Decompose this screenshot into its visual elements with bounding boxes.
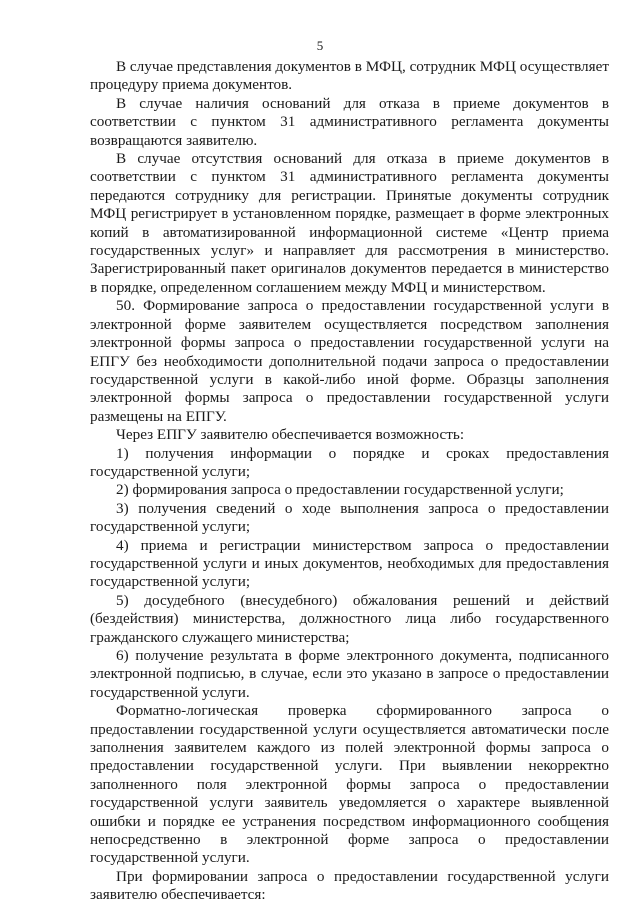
document-body [90,58,609,905]
list-item-4: 4) приема и регистрации министерством запроса о предоставлении государственной услуги и иных документов, необходимых для предоставления государственной услуги; [90,536,609,591]
paragraph-mfc-reception: В случае представления документов в МФЦ, сотрудник МФЦ осуществляет процедуру приема документов. [90,58,609,94]
list-item-3: 3) получения сведений о ходе выполнения запроса о предоставлении государственной услуги; [90,499,609,536]
page-number: 5 [316,38,324,53]
list-item-2: 2) формирования запроса о предоставлении государственной услуги; [116,481,564,499]
list-item-6: 6) получение результата в форме электронного документа, подписанного электронной подписью, в случае, если это указано в запросе о предоставлении государственной услуги. [90,647,609,701]
paragraph-item-50: 50. Формирование запроса о предоставлении государственной услуги в электронной форме заявителем осуществляется посредством заполнения электронной формы запроса о предоставлении государственной услуги на ЕПГУ без необходимости дополнительной подачи запроса о предоставлении государственной услуги в какой-либо иной форме. Образцы заполнения электронной формы запроса о предоставлении государственной услуги размещены на ЕПГУ. [90,297,609,425]
paragraph-refusal-return: В случае наличия оснований для отказа в приеме документов в соответствии с пунктом 31 административного регламента документы возвращаются заявителю. [90,94,609,149]
list-item-5: 5) досудебного (внесудебного) обжалования решений и действий (бездействия) министерства, должностного лица либо государственного гражданского служащего министерства; [90,591,609,646]
list-item-1: 1) получения информации о порядке и сроках предоставления государственной услуги; [90,444,609,480]
paragraph-registration: В случае отсутствия оснований для отказа в приеме документов в соответствии с пунктом 31 административного регламента документы передаются сотруднику для регистрации. Принятые документы сотрудник МФЦ регистрирует в установленном порядке, размещает в форме электронных копий в автоматизированной информационной системе «Центр приема государственных услуг» и направляет для рассмотрения в министерство. Зарегистрированный пакет оригиналов документов передается в министерство в порядке, определенном соглашением между МФЦ и министерством. [90,150,609,296]
paragraph-epgu-intro: Через ЕПГУ заявителю обеспечивается возможность: [116,426,465,444]
paragraph-request-forming: При формировании запроса о предоставлении государственной услуги заявителю обеспечивается: [90,867,609,904]
paragraph-format-check: Форматно-логическая проверка сформированного запроса о предоставлении государственной услуги осуществляется автоматически после заполнения заявителем каждого из полей электронной формы запроса о предоставлении государственной услуги. При выявлении некорректно заполненного поля электронной формы запроса о предоставлении государственной услуги заявитель уведомляется о характере выявленной ошибки и порядке ее устранения посредством информационного сообщения непосредственно в электронной форме запроса о предоставлении государственной услуги. [90,702,609,867]
